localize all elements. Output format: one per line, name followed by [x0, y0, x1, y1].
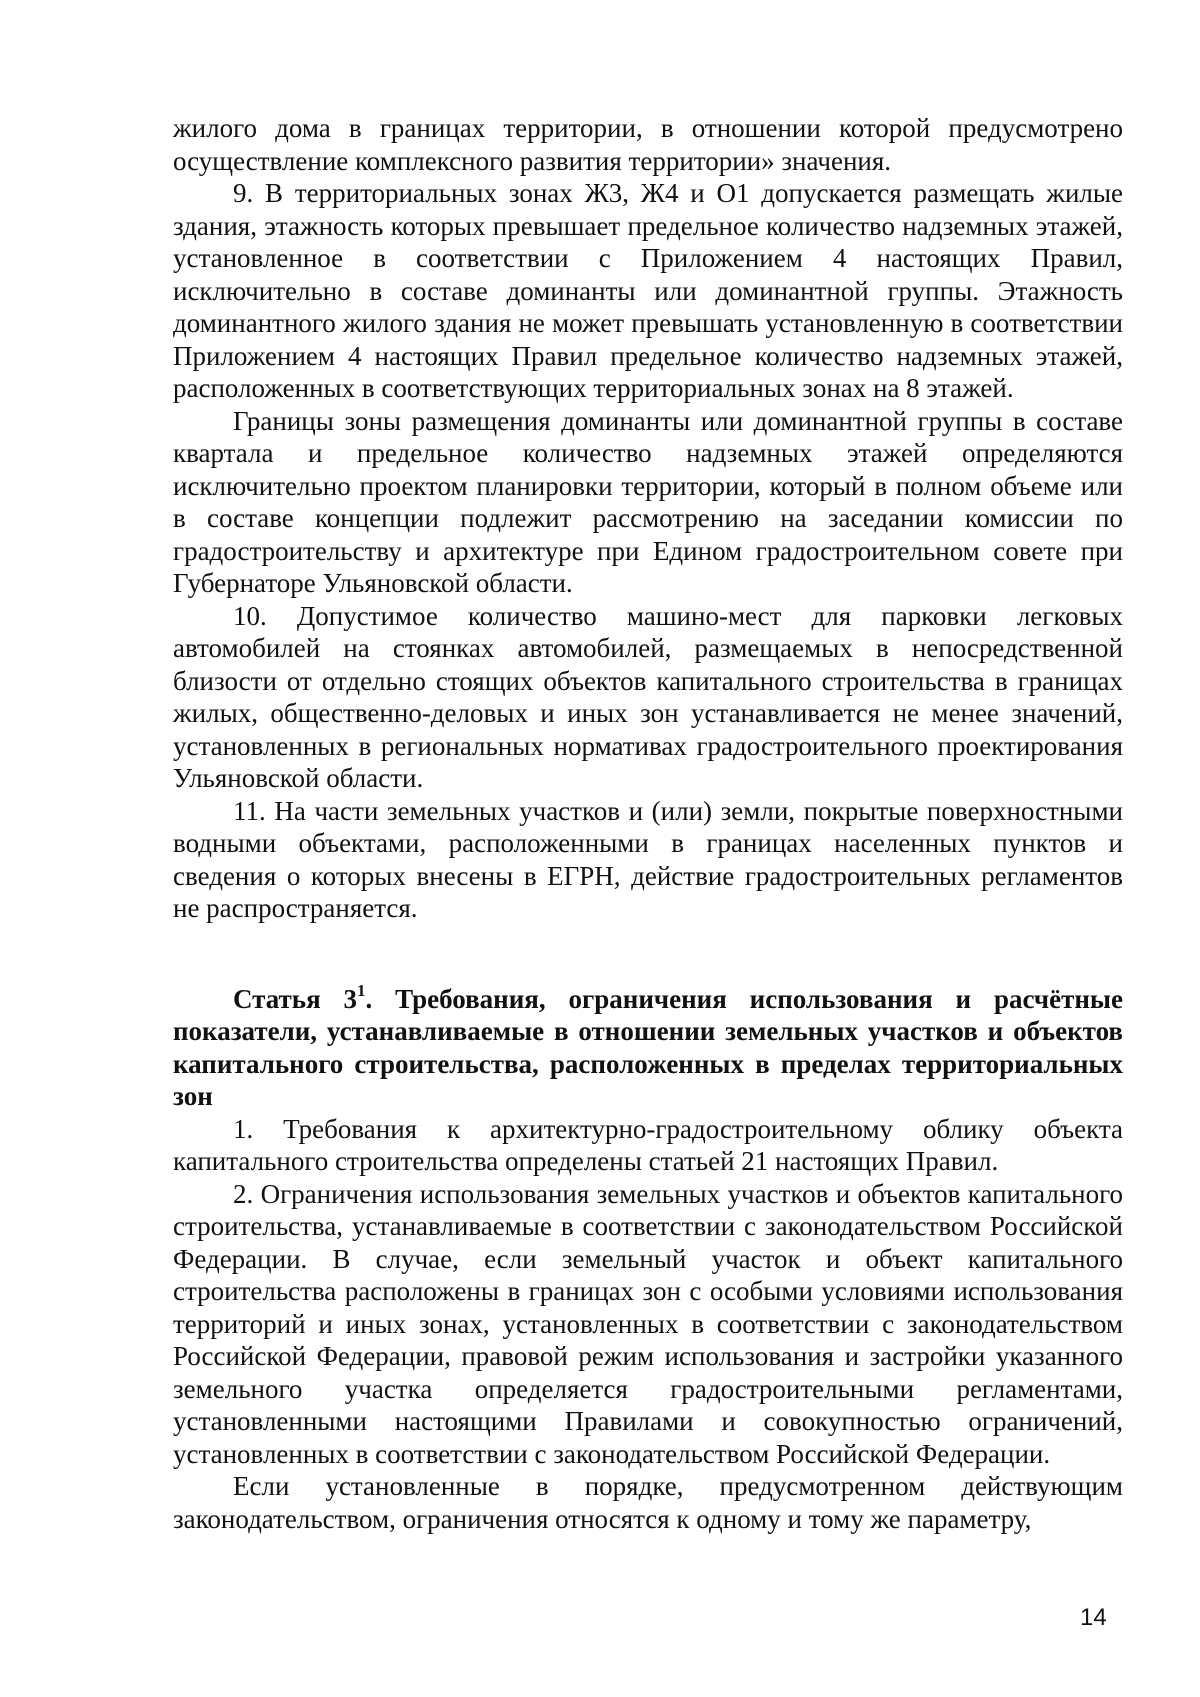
paragraph-continuation: жилого дома в границах территории, в отношении которой предусмотрено осуществление комплексного развития территории» значения.: [173, 113, 1123, 176]
document-page: [173, 112, 1123, 1535]
article-heading-prefix: Статья 3: [233, 983, 358, 1014]
paragraph-item-9: 9. В территориальных зонах Ж3, Ж4 и О1 допускается размещать жилые здания, этажность которых превышает предельное количество надземных этажей, установленное в соответствии с Приложением 4 настоящих Правил, исключительно в составе доминанты или доминантной группы. Этажность доминантного жилого здания не может превышать установленную в соответствии Приложением 4 настоящих Правил предельное количество надземных этажей, расположенных в соответствующих территориальных зонах на 8 этажей.: [173, 178, 1123, 403]
section-spacer: [173, 925, 1123, 983]
paragraph-article-item-2: 2. Ограничения использования земельных участков и объектов капитального строительства, устанавливаемые в соответствии с законодательством Российской Федерации. В случае, если земельный участок и объект капитального строительства расположены в границах зон с особыми условиями использования территорий и иных зонах, установленных в соответствии с законодательством Российской Федерации, правовой режим использования и застройки указанного земельного участка определяется градостроительными регламентами, установленными настоящими Правилами и совокупностью ограничений, установленных в соответствии с законодательством Российской Федерации.: [173, 1178, 1123, 1469]
article-heading-superscript: 1: [357, 980, 366, 1000]
article-heading-title: . Требования, ограничения использования и расчётные показатели, устанавливаемые в отношении земельных участков и объектов капитального строительства, расположенных в пределах территориальных зон: [173, 983, 1123, 1111]
paragraph-restrictions-continuation: Если установленные в порядке, предусмотренном действующим законодательством, ограничения относятся к одному и тому же параметру,: [173, 1471, 1123, 1534]
paragraph-article-item-1: 1. Требования к архитектурно-градостроительному облику объекта капитального строительства определены статьей 21 настоящих Правил.: [173, 1113, 1123, 1176]
paragraph-dominant-zone-boundaries: Границы зоны размещения доминанты или доминантной группы в составе квартала и предельное количество надземных этажей определяются исключительно проектом планировки территории, который в полном объеме или в составе концепции подлежит рассмотрению на заседании комиссии по градостроительству и архитектуре при Едином градостроительном совете при Губернаторе Ульяновской области.: [173, 405, 1123, 598]
paragraph-item-10: 10. Допустимое количество машино-мест для парковки легковых автомобилей на стоянках автомобилей, размещаемых в непосредственной близости от отдельно стоящих объектов капитального строительства в границах жилых, общественно-деловых и иных зон устанавливается не менее значений, установленных в региональных нормативах градостроительного проектирования Ульяновской области.: [173, 600, 1123, 793]
page-number: 14: [1080, 1604, 1107, 1631]
article-heading: [173, 980, 1123, 1113]
paragraph-item-11: 11. На части земельных участков и (или) земли, покрытые поверхностными водными объектами, расположенными в границах населенных пунктов и сведения о которых внесены в ЕГРН, действие градостроительных регламентов не распространяется.: [173, 795, 1123, 923]
